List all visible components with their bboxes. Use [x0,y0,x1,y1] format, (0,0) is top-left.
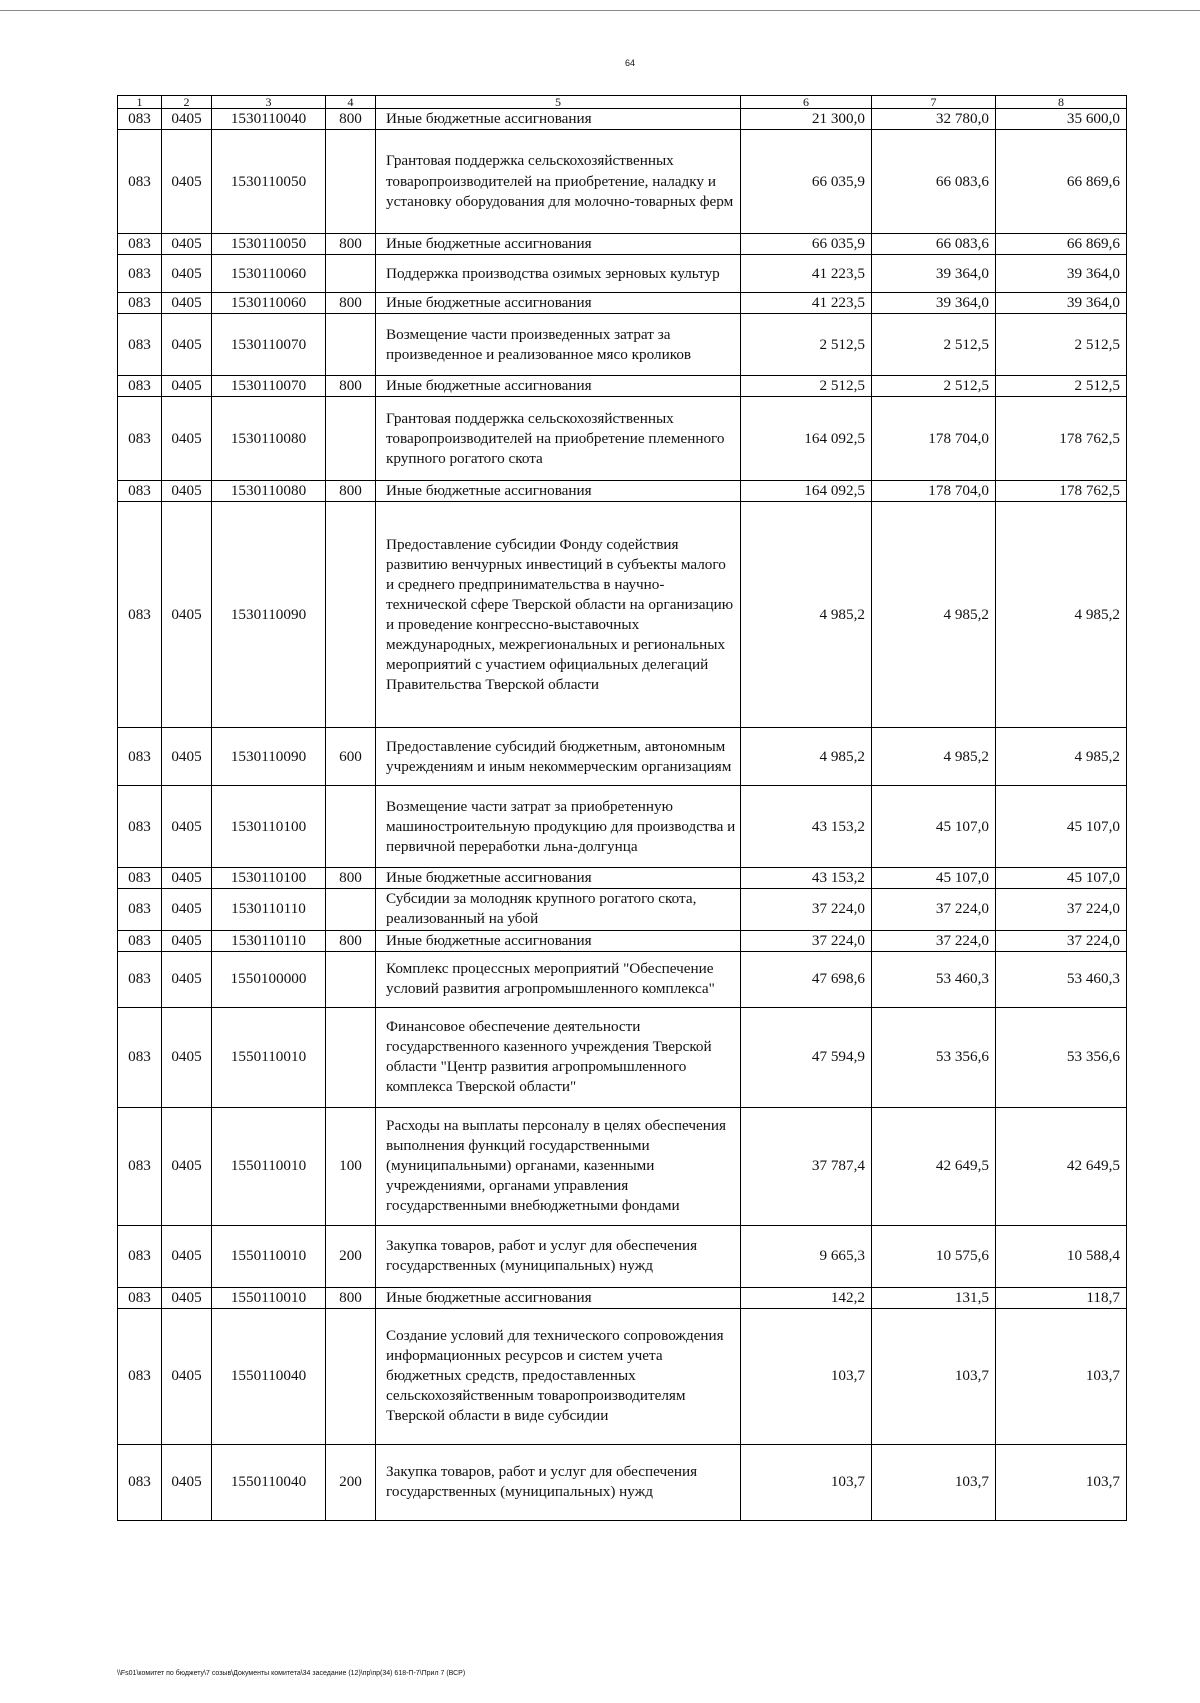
cell-amount-2023: 2 512,5 [741,376,872,397]
cell-section-code: 0405 [162,1107,212,1225]
cell-ved-code: 083 [118,293,162,314]
table-row [118,234,1127,255]
cell-description: Предоставление субсидии Фонду содействия развитию венчурных инвестиций в субъекты малого и среднего предпринимательства в научно-технической сфере Тверской области на организацию и проведение конгрессно-выставочных международных, межрегиональных и региональных мероприятий с участием официальных делегаций Правительства Тверской области [376,502,741,728]
cell-section-code: 0405 [162,502,212,728]
cell-section-code: 0405 [162,930,212,951]
table-row [118,255,1127,293]
cell-description: Расходы на выплаты персоналу в целях обеспечения выполнения функций государственными (муниципальными) органами, казенными учреждениями, органами управления государственными внебюджетными фондами [376,1107,741,1225]
table-row [118,889,1127,930]
cell-amount-2024: 53 356,6 [872,1007,996,1107]
cell-amount-2025: 35 600,0 [996,109,1127,130]
cell-amount-2025: 2 512,5 [996,314,1127,376]
cell-amount-2024: 4 985,2 [872,502,996,728]
column-header-6: 6 [741,96,872,109]
cell-expense-type: 800 [326,293,376,314]
table-row [118,314,1127,376]
cell-description: Предоставление субсидий бюджетным, автономным учреждениям и иным некоммерческим организациям [376,728,741,786]
cell-amount-2025: 37 224,0 [996,930,1127,951]
column-header-3: 3 [212,96,326,109]
cell-amount-2024: 39 364,0 [872,255,996,293]
cell-ved-code: 083 [118,1444,162,1520]
cell-amount-2024: 66 083,6 [872,234,996,255]
cell-ved-code: 083 [118,1225,162,1287]
cell-section-code: 0405 [162,951,212,1007]
cell-expense-type: 800 [326,868,376,889]
column-header-2: 2 [162,96,212,109]
cell-amount-2024: 2 512,5 [872,376,996,397]
cell-ved-code: 083 [118,1287,162,1308]
table-row [118,293,1127,314]
cell-amount-2024: 42 649,5 [872,1107,996,1225]
cell-expense-type: 600 [326,728,376,786]
cell-section-code: 0405 [162,1225,212,1287]
cell-section-code: 0405 [162,255,212,293]
cell-amount-2023: 142,2 [741,1287,872,1308]
page-number: 64 [624,58,635,68]
cell-amount-2024: 45 107,0 [872,868,996,889]
cell-expense-type [326,314,376,376]
cell-amount-2025: 103,7 [996,1444,1127,1520]
cell-description: Иные бюджетные ассигнования [376,481,741,502]
cell-description: Иные бюджетные ассигнования [376,1287,741,1308]
cell-description: Закупка товаров, работ и услуг для обеспечения государственных (муниципальных) нужд [376,1225,741,1287]
cell-amount-2025: 10 588,4 [996,1225,1127,1287]
cell-ved-code: 083 [118,930,162,951]
cell-description: Комплекс процессных мероприятий "Обеспечение условий развития агропромышленного комплекса" [376,951,741,1007]
cell-amount-2023: 37 224,0 [741,889,872,930]
file-path-footer: \\Fs01\комитет по бюджету\7 созыв\Документы комитета\34 заседание (12)\пр\пр(34) 618-П-7\Прил 7 (ВСР) [117,1670,466,1677]
cell-ved-code: 083 [118,1107,162,1225]
cell-expense-type: 200 [326,1225,376,1287]
cell-section-code: 0405 [162,314,212,376]
cell-ved-code: 083 [118,255,162,293]
cell-expense-type: 100 [326,1107,376,1225]
cell-target-article: 1530110050 [212,130,326,234]
cell-expense-type: 800 [326,1287,376,1308]
cell-target-article: 1530110040 [212,109,326,130]
cell-ved-code: 083 [118,868,162,889]
cell-expense-type [326,255,376,293]
cell-target-article: 1530110060 [212,255,326,293]
cell-amount-2025: 42 649,5 [996,1107,1127,1225]
cell-section-code: 0405 [162,109,212,130]
cell-amount-2024: 178 704,0 [872,397,996,481]
cell-expense-type [326,502,376,728]
cell-ved-code: 083 [118,314,162,376]
cell-section-code: 0405 [162,786,212,868]
cell-target-article: 1530110090 [212,502,326,728]
cell-section-code: 0405 [162,293,212,314]
cell-amount-2023: 4 985,2 [741,728,872,786]
cell-amount-2025: 53 356,6 [996,1007,1127,1107]
cell-ved-code: 083 [118,397,162,481]
cell-amount-2024: 32 780,0 [872,109,996,130]
cell-section-code: 0405 [162,889,212,930]
cell-description: Грантовая поддержка сельскохозяйственных товаропроизводителей на приобретение племенного крупного рогатого скота [376,397,741,481]
cell-amount-2023: 66 035,9 [741,130,872,234]
cell-amount-2024: 53 460,3 [872,951,996,1007]
cell-section-code: 0405 [162,1308,212,1444]
cell-amount-2025: 53 460,3 [996,951,1127,1007]
cell-amount-2023: 43 153,2 [741,786,872,868]
cell-amount-2023: 21 300,0 [741,109,872,130]
cell-ved-code: 083 [118,502,162,728]
cell-expense-type [326,397,376,481]
cell-description: Иные бюджетные ассигнования [376,930,741,951]
table-body [118,109,1127,1521]
table-row [118,1225,1127,1287]
cell-ved-code: 083 [118,376,162,397]
cell-amount-2025: 39 364,0 [996,255,1127,293]
cell-expense-type [326,1007,376,1107]
cell-ved-code: 083 [118,786,162,868]
cell-target-article: 1550110010 [212,1107,326,1225]
table-row [118,481,1127,502]
cell-section-code: 0405 [162,397,212,481]
cell-ved-code: 083 [118,1308,162,1444]
table-row [118,397,1127,481]
cell-amount-2025: 118,7 [996,1287,1127,1308]
table-row [118,1007,1127,1107]
cell-section-code: 0405 [162,376,212,397]
cell-amount-2024: 37 224,0 [872,889,996,930]
cell-ved-code: 083 [118,889,162,930]
table-row [118,786,1127,868]
cell-expense-type [326,889,376,930]
cell-target-article: 1550110040 [212,1444,326,1520]
cell-expense-type: 200 [326,1444,376,1520]
header-row [118,96,1127,109]
cell-description: Иные бюджетные ассигнования [376,109,741,130]
table-row [118,376,1127,397]
table-row [118,1107,1127,1225]
cell-description: Создание условий для технического сопровождения информационных ресурсов и систем учета бюджетных средств, предоставленных сельскохозяйственным товаропроизводителям Тверской области в виде субсидии [376,1308,741,1444]
cell-target-article: 1530110100 [212,786,326,868]
scan-edge-line [0,10,1200,11]
cell-target-article: 1550100000 [212,951,326,1007]
column-header-7: 7 [872,96,996,109]
cell-amount-2023: 164 092,5 [741,397,872,481]
cell-expense-type: 800 [326,930,376,951]
cell-target-article: 1530110110 [212,930,326,951]
cell-ved-code: 083 [118,1007,162,1107]
cell-amount-2023: 4 985,2 [741,502,872,728]
cell-target-article: 1530110100 [212,868,326,889]
cell-ved-code: 083 [118,951,162,1007]
cell-target-article: 1550110010 [212,1287,326,1308]
cell-section-code: 0405 [162,1007,212,1107]
cell-expense-type [326,951,376,1007]
cell-expense-type [326,786,376,868]
column-header-1: 1 [118,96,162,109]
cell-description: Иные бюджетные ассигнования [376,234,741,255]
cell-amount-2023: 9 665,3 [741,1225,872,1287]
cell-description: Иные бюджетные ассигнования [376,376,741,397]
cell-amount-2023: 41 223,5 [741,255,872,293]
cell-target-article: 1530110090 [212,728,326,786]
cell-target-article: 1530110110 [212,889,326,930]
cell-amount-2025: 37 224,0 [996,889,1127,930]
cell-amount-2025: 4 985,2 [996,502,1127,728]
cell-amount-2024: 66 083,6 [872,130,996,234]
cell-amount-2025: 45 107,0 [996,868,1127,889]
cell-description: Финансовое обеспечение деятельности государственного казенного учреждения Тверской области "Центр развития агропромышленного комплекса Тверской области" [376,1007,741,1107]
cell-amount-2025: 45 107,0 [996,786,1127,868]
table-row [118,868,1127,889]
cell-amount-2025: 178 762,5 [996,397,1127,481]
column-header-4: 4 [326,96,376,109]
cell-amount-2024: 4 985,2 [872,728,996,786]
budget-table [117,95,1127,1521]
cell-description: Закупка товаров, работ и услуг для обеспечения государственных (муниципальных) нужд [376,1444,741,1520]
table-row [118,1308,1127,1444]
cell-target-article: 1530110070 [212,314,326,376]
cell-target-article: 1530110070 [212,376,326,397]
cell-target-article: 1550110040 [212,1308,326,1444]
cell-target-article: 1530110060 [212,293,326,314]
cell-amount-2023: 41 223,5 [741,293,872,314]
cell-section-code: 0405 [162,868,212,889]
cell-amount-2023: 103,7 [741,1444,872,1520]
cell-amount-2024: 37 224,0 [872,930,996,951]
cell-amount-2025: 66 869,6 [996,234,1127,255]
cell-amount-2025: 103,7 [996,1308,1127,1444]
cell-section-code: 0405 [162,234,212,255]
table-row [118,930,1127,951]
cell-amount-2025: 39 364,0 [996,293,1127,314]
table-row [118,502,1127,728]
cell-description: Иные бюджетные ассигнования [376,293,741,314]
cell-target-article: 1550110010 [212,1225,326,1287]
cell-amount-2023: 43 153,2 [741,868,872,889]
cell-ved-code: 083 [118,130,162,234]
table-row [118,1444,1127,1520]
cell-description: Иные бюджетные ассигнования [376,868,741,889]
cell-target-article: 1530110080 [212,481,326,502]
cell-expense-type: 800 [326,481,376,502]
cell-ved-code: 083 [118,109,162,130]
table-row [118,951,1127,1007]
cell-expense-type [326,1308,376,1444]
cell-amount-2024: 39 364,0 [872,293,996,314]
cell-amount-2023: 47 698,6 [741,951,872,1007]
cell-description: Возмещение части произведенных затрат за произведенное и реализованное мясо кроликов [376,314,741,376]
cell-amount-2024: 45 107,0 [872,786,996,868]
column-header-8: 8 [996,96,1127,109]
cell-target-article: 1530110080 [212,397,326,481]
table-row [118,1287,1127,1308]
cell-amount-2025: 2 512,5 [996,376,1127,397]
cell-amount-2023: 164 092,5 [741,481,872,502]
cell-ved-code: 083 [118,234,162,255]
cell-amount-2025: 178 762,5 [996,481,1127,502]
cell-amount-2023: 37 224,0 [741,930,872,951]
cell-section-code: 0405 [162,1287,212,1308]
table-row [118,728,1127,786]
cell-description: Субсидии за молодняк крупного рогатого скота, реализованный на убой [376,889,741,930]
cell-section-code: 0405 [162,728,212,786]
cell-amount-2023: 2 512,5 [741,314,872,376]
cell-amount-2023: 47 594,9 [741,1007,872,1107]
cell-expense-type [326,130,376,234]
cell-section-code: 0405 [162,481,212,502]
cell-description: Возмещение части затрат за приобретенную машиностроительную продукцию для производства и первичной переработки льна-долгунца [376,786,741,868]
cell-target-article: 1530110050 [212,234,326,255]
cell-description: Грантовая поддержка сельскохозяйственных товаропроизводителей на приобретение, наладку и установку оборудования для молочно-товарных ферм [376,130,741,234]
cell-expense-type: 800 [326,234,376,255]
column-header-5: 5 [376,96,741,109]
cell-description: Поддержка производства озимых зерновых культур [376,255,741,293]
cell-amount-2025: 66 869,6 [996,130,1127,234]
cell-expense-type: 800 [326,376,376,397]
cell-amount-2025: 4 985,2 [996,728,1127,786]
cell-amount-2024: 10 575,6 [872,1225,996,1287]
cell-target-article: 1550110010 [212,1007,326,1107]
cell-amount-2024: 103,7 [872,1444,996,1520]
cell-amount-2023: 103,7 [741,1308,872,1444]
cell-ved-code: 083 [118,728,162,786]
cell-section-code: 0405 [162,130,212,234]
cell-amount-2024: 103,7 [872,1308,996,1444]
cell-expense-type: 800 [326,109,376,130]
cell-section-code: 0405 [162,1444,212,1520]
cell-amount-2023: 66 035,9 [741,234,872,255]
table-row [118,130,1127,234]
cell-amount-2023: 37 787,4 [741,1107,872,1225]
cell-ved-code: 083 [118,481,162,502]
cell-amount-2024: 178 704,0 [872,481,996,502]
table-row [118,109,1127,130]
cell-amount-2024: 2 512,5 [872,314,996,376]
cell-amount-2024: 131,5 [872,1287,996,1308]
